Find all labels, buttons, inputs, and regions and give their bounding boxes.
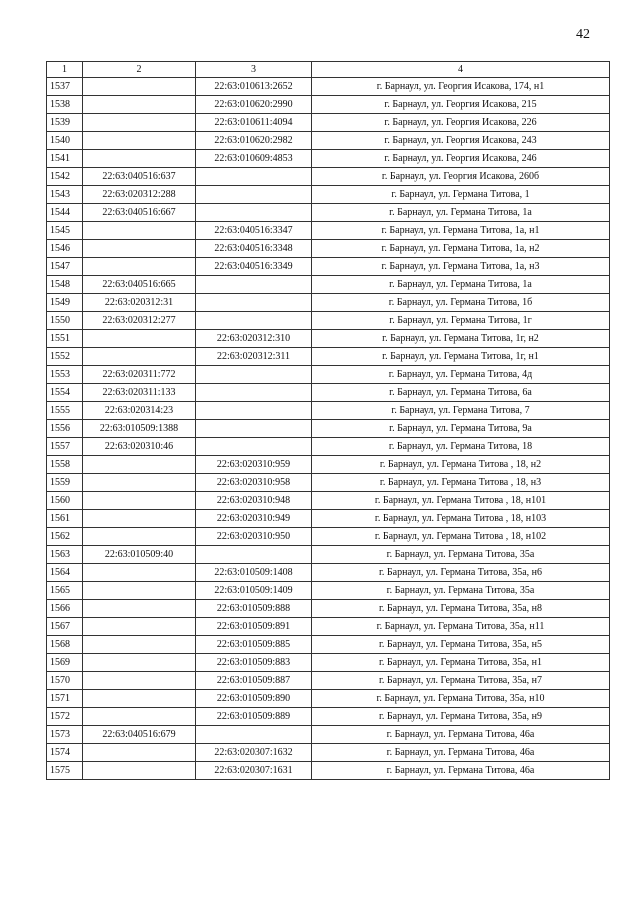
address-cell: г. Барнаул, ул. Германа Титова, 46а xyxy=(312,762,610,780)
land-cadastral-cell xyxy=(83,582,196,600)
table-row xyxy=(47,618,610,636)
building-cadastral-cell: 22:63:010620:2982 xyxy=(196,132,312,150)
table-row xyxy=(47,456,610,474)
address-cell: г. Барнаул, ул. Германа Титова , 18, н102 xyxy=(312,528,610,546)
land-cadastral-cell: 22:63:020310:46 xyxy=(83,438,196,456)
table-row xyxy=(47,240,610,258)
building-cadastral-cell: 22:63:020310:959 xyxy=(196,456,312,474)
land-cadastral-cell xyxy=(83,258,196,276)
table-row xyxy=(47,708,610,726)
building-cadastral-cell: 22:63:020312:310 xyxy=(196,330,312,348)
column-header-4: 4 xyxy=(312,62,610,78)
land-cadastral-cell xyxy=(83,528,196,546)
building-cadastral-cell: 22:63:010609:4853 xyxy=(196,150,312,168)
row-number-cell: 1543 xyxy=(47,186,83,204)
building-cadastral-cell xyxy=(196,204,312,222)
column-header-1: 1 xyxy=(47,62,83,78)
building-cadastral-cell: 22:63:010509:1408 xyxy=(196,564,312,582)
building-cadastral-cell xyxy=(196,186,312,204)
address-cell: г. Барнаул, ул. Германа Титова , 18, н2 xyxy=(312,456,610,474)
row-number-cell: 1546 xyxy=(47,240,83,258)
row-number-cell: 1559 xyxy=(47,474,83,492)
row-number-cell: 1574 xyxy=(47,744,83,762)
land-cadastral-cell xyxy=(83,690,196,708)
building-cadastral-cell xyxy=(196,168,312,186)
building-cadastral-cell: 22:63:010509:1409 xyxy=(196,582,312,600)
table-row xyxy=(47,204,610,222)
address-cell: г. Барнаул, ул. Германа Титова, 1 xyxy=(312,186,610,204)
row-number-cell: 1555 xyxy=(47,402,83,420)
registry-table xyxy=(46,61,610,780)
row-number-cell: 1564 xyxy=(47,564,83,582)
table-row xyxy=(47,564,610,582)
building-cadastral-cell: 22:63:020307:1632 xyxy=(196,744,312,762)
address-cell: г. Барнаул, ул. Георгия Исакова, 243 xyxy=(312,132,610,150)
address-cell: г. Барнаул, ул. Германа Титова, 35а, н6 xyxy=(312,564,610,582)
building-cadastral-cell xyxy=(196,546,312,564)
land-cadastral-cell xyxy=(83,708,196,726)
row-number-cell: 1554 xyxy=(47,384,83,402)
land-cadastral-cell: 22:63:020311:133 xyxy=(83,384,196,402)
building-cadastral-cell: 22:63:020310:948 xyxy=(196,492,312,510)
row-number-cell: 1573 xyxy=(47,726,83,744)
address-cell: г. Барнаул, ул. Георгия Исакова, 226 xyxy=(312,114,610,132)
building-cadastral-cell: 22:63:020310:949 xyxy=(196,510,312,528)
table-row xyxy=(47,330,610,348)
building-cadastral-cell: 22:63:040516:3349 xyxy=(196,258,312,276)
building-cadastral-cell: 22:63:010509:889 xyxy=(196,708,312,726)
land-cadastral-cell: 22:63:020312:288 xyxy=(83,186,196,204)
row-number-cell: 1548 xyxy=(47,276,83,294)
row-number-cell: 1544 xyxy=(47,204,83,222)
row-number-cell: 1572 xyxy=(47,708,83,726)
row-number-cell: 1538 xyxy=(47,96,83,114)
building-cadastral-cell: 22:63:020307:1631 xyxy=(196,762,312,780)
building-cadastral-cell: 22:63:010509:887 xyxy=(196,672,312,690)
land-cadastral-cell: 22:63:040516:637 xyxy=(83,168,196,186)
address-cell: г. Барнаул, ул. Германа Титова, 1а, н3 xyxy=(312,258,610,276)
address-cell: г. Барнаул, ул. Георгия Исакова, 215 xyxy=(312,96,610,114)
row-number-cell: 1565 xyxy=(47,582,83,600)
land-cadastral-cell xyxy=(83,744,196,762)
table-row xyxy=(47,258,610,276)
column-header-3: 3 xyxy=(196,62,312,78)
table-row xyxy=(47,528,610,546)
building-cadastral-cell xyxy=(196,384,312,402)
building-cadastral-cell xyxy=(196,366,312,384)
row-number-cell: 1560 xyxy=(47,492,83,510)
building-cadastral-cell: 22:63:040516:3348 xyxy=(196,240,312,258)
land-cadastral-cell: 22:63:020312:277 xyxy=(83,312,196,330)
building-cadastral-cell xyxy=(196,294,312,312)
land-cadastral-cell: 22:63:010509:40 xyxy=(83,546,196,564)
land-cadastral-cell xyxy=(83,636,196,654)
row-number-cell: 1547 xyxy=(47,258,83,276)
column-header-2: 2 xyxy=(83,62,196,78)
address-cell: г. Барнаул, ул. Германа Титова, 46а xyxy=(312,726,610,744)
table-row xyxy=(47,672,610,690)
table-row xyxy=(47,726,610,744)
address-cell: г. Барнаул, ул. Германа Титова, 35а, н10 xyxy=(312,690,610,708)
land-cadastral-cell xyxy=(83,510,196,528)
row-number-cell: 1549 xyxy=(47,294,83,312)
table-row xyxy=(47,312,610,330)
table-row xyxy=(47,438,610,456)
row-number-cell: 1537 xyxy=(47,78,83,96)
table-row xyxy=(47,744,610,762)
table-row xyxy=(47,78,610,96)
land-cadastral-cell xyxy=(83,492,196,510)
row-number-cell: 1556 xyxy=(47,420,83,438)
table-row xyxy=(47,420,610,438)
row-number-cell: 1551 xyxy=(47,330,83,348)
table-row xyxy=(47,474,610,492)
row-number-cell: 1566 xyxy=(47,600,83,618)
address-cell: г. Барнаул, ул. Германа Титова, 35а, н5 xyxy=(312,636,610,654)
building-cadastral-cell xyxy=(196,312,312,330)
page-number: 42 xyxy=(576,27,590,42)
land-cadastral-cell: 22:63:010509:1388 xyxy=(83,420,196,438)
row-number-cell: 1568 xyxy=(47,636,83,654)
land-cadastral-cell xyxy=(83,672,196,690)
table-row xyxy=(47,546,610,564)
building-cadastral-cell: 22:63:010509:890 xyxy=(196,690,312,708)
land-cadastral-cell: 22:63:020314:23 xyxy=(83,402,196,420)
table-row xyxy=(47,402,610,420)
land-cadastral-cell xyxy=(83,456,196,474)
address-cell: г. Барнаул, ул. Германа Титова , 18, н3 xyxy=(312,474,610,492)
building-cadastral-cell: 22:63:020310:950 xyxy=(196,528,312,546)
row-number-cell: 1571 xyxy=(47,690,83,708)
table-row xyxy=(47,348,610,366)
row-number-cell: 1539 xyxy=(47,114,83,132)
table-row xyxy=(47,222,610,240)
table-row xyxy=(47,186,610,204)
address-cell: г. Барнаул, ул. Германа Титова, 1г, н2 xyxy=(312,330,610,348)
building-cadastral-cell: 22:63:010620:2990 xyxy=(196,96,312,114)
row-number-cell: 1550 xyxy=(47,312,83,330)
building-cadastral-cell: 22:63:010613:2652 xyxy=(196,78,312,96)
address-cell: г. Барнаул, ул. Германа Титова, 1а, н2 xyxy=(312,240,610,258)
table-row xyxy=(47,168,610,186)
land-cadastral-cell xyxy=(83,762,196,780)
address-cell: г. Барнаул, ул. Германа Титова, 1а xyxy=(312,204,610,222)
address-cell: г. Барнаул, ул. Германа Титова, 1г xyxy=(312,312,610,330)
row-number-cell: 1557 xyxy=(47,438,83,456)
building-cadastral-cell xyxy=(196,420,312,438)
address-cell: г. Барнаул, ул. Германа Титова, 9а xyxy=(312,420,610,438)
building-cadastral-cell xyxy=(196,402,312,420)
table-row xyxy=(47,582,610,600)
land-cadastral-cell xyxy=(83,132,196,150)
row-number-cell: 1569 xyxy=(47,654,83,672)
table-row xyxy=(47,294,610,312)
table-row xyxy=(47,654,610,672)
address-cell: г. Барнаул, ул. Германа Титова, 7 xyxy=(312,402,610,420)
table-row xyxy=(47,114,610,132)
land-cadastral-cell xyxy=(83,600,196,618)
building-cadastral-cell xyxy=(196,438,312,456)
address-cell: г. Барнаул, ул. Германа Титова, 35а xyxy=(312,582,610,600)
row-number-cell: 1545 xyxy=(47,222,83,240)
building-cadastral-cell xyxy=(196,726,312,744)
land-cadastral-cell xyxy=(83,330,196,348)
address-cell: г. Барнаул, ул. Георгия Исакова, 246 xyxy=(312,150,610,168)
building-cadastral-cell: 22:63:020312:311 xyxy=(196,348,312,366)
building-cadastral-cell: 22:63:010509:888 xyxy=(196,600,312,618)
table-header-row xyxy=(47,62,610,78)
land-cadastral-cell xyxy=(83,240,196,258)
address-cell: г. Барнаул, ул. Германа Титова, 1г, н1 xyxy=(312,348,610,366)
table-row xyxy=(47,132,610,150)
row-number-cell: 1553 xyxy=(47,366,83,384)
building-cadastral-cell: 22:63:010509:883 xyxy=(196,654,312,672)
table-row xyxy=(47,96,610,114)
row-number-cell: 1567 xyxy=(47,618,83,636)
address-cell: г. Барнаул, ул. Германа Титова, 1б xyxy=(312,294,610,312)
address-cell: г. Барнаул, ул. Германа Титова, 35а, н9 xyxy=(312,708,610,726)
table-row xyxy=(47,384,610,402)
row-number-cell: 1558 xyxy=(47,456,83,474)
address-cell: г. Барнаул, ул. Германа Титова, 1а, н1 xyxy=(312,222,610,240)
address-cell: г. Барнаул, ул. Германа Титова, 6а xyxy=(312,384,610,402)
address-cell: г. Барнаул, ул. Германа Титова, 35а, н1 xyxy=(312,654,610,672)
row-number-cell: 1542 xyxy=(47,168,83,186)
address-cell: г. Барнаул, ул. Германа Титова, 1а xyxy=(312,276,610,294)
row-number-cell: 1540 xyxy=(47,132,83,150)
row-number-cell: 1541 xyxy=(47,150,83,168)
land-cadastral-cell xyxy=(83,114,196,132)
address-cell: г. Барнаул, ул. Георгия Исакова, 174, н1 xyxy=(312,78,610,96)
building-cadastral-cell: 22:63:020310:958 xyxy=(196,474,312,492)
address-cell: г. Барнаул, ул. Германа Титова, 35а, н7 xyxy=(312,672,610,690)
row-number-cell: 1570 xyxy=(47,672,83,690)
table-row xyxy=(47,366,610,384)
table-row xyxy=(47,510,610,528)
table-row xyxy=(47,690,610,708)
address-cell: г. Барнаул, ул. Германа Титова, 4д xyxy=(312,366,610,384)
row-number-cell: 1562 xyxy=(47,528,83,546)
row-number-cell: 1552 xyxy=(47,348,83,366)
row-number-cell: 1561 xyxy=(47,510,83,528)
table-row xyxy=(47,600,610,618)
land-cadastral-cell xyxy=(83,150,196,168)
building-cadastral-cell: 22:63:010611:4094 xyxy=(196,114,312,132)
address-cell: г. Барнаул, ул. Германа Титова, 35а, н8 xyxy=(312,600,610,618)
land-cadastral-cell xyxy=(83,348,196,366)
address-cell: г. Барнаул, ул. Германа Титова , 18, н103 xyxy=(312,510,610,528)
address-cell: г. Барнаул, ул. Германа Титова , 18, н101 xyxy=(312,492,610,510)
land-cadastral-cell xyxy=(83,222,196,240)
land-cadastral-cell: 22:63:020312:31 xyxy=(83,294,196,312)
building-cadastral-cell: 22:63:040516:3347 xyxy=(196,222,312,240)
land-cadastral-cell: 22:63:040516:665 xyxy=(83,276,196,294)
land-cadastral-cell: 22:63:040516:667 xyxy=(83,204,196,222)
address-cell: г. Барнаул, ул. Германа Титова, 35а xyxy=(312,546,610,564)
table-row xyxy=(47,636,610,654)
table-row xyxy=(47,276,610,294)
address-cell: г. Барнаул, ул. Германа Титова, 18 xyxy=(312,438,610,456)
land-cadastral-cell xyxy=(83,564,196,582)
row-number-cell: 1575 xyxy=(47,762,83,780)
row-number-cell: 1563 xyxy=(47,546,83,564)
building-cadastral-cell xyxy=(196,276,312,294)
table-row xyxy=(47,762,610,780)
building-cadastral-cell: 22:63:010509:891 xyxy=(196,618,312,636)
land-cadastral-cell: 22:63:020311:772 xyxy=(83,366,196,384)
land-cadastral-cell xyxy=(83,618,196,636)
land-cadastral-cell: 22:63:040516:679 xyxy=(83,726,196,744)
address-cell: г. Барнаул, ул. Георгия Исакова, 260б xyxy=(312,168,610,186)
land-cadastral-cell xyxy=(83,96,196,114)
address-cell: г. Барнаул, ул. Германа Титова, 46а xyxy=(312,744,610,762)
address-cell: г. Барнаул, ул. Германа Титова, 35а, н11 xyxy=(312,618,610,636)
table-row xyxy=(47,150,610,168)
land-cadastral-cell xyxy=(83,654,196,672)
table-row xyxy=(47,492,610,510)
land-cadastral-cell xyxy=(83,78,196,96)
land-cadastral-cell xyxy=(83,474,196,492)
building-cadastral-cell: 22:63:010509:885 xyxy=(196,636,312,654)
